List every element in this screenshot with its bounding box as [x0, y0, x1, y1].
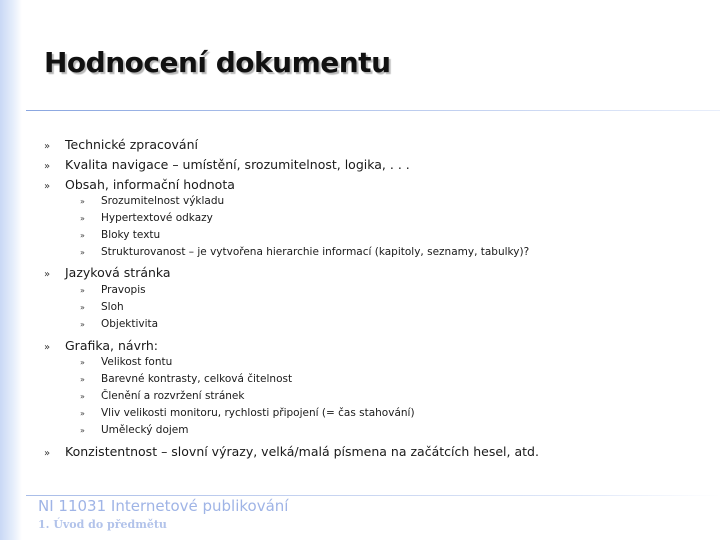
footer-course-title: NI 11031 Internetové publikování: [38, 497, 289, 515]
bullet-marker-icon: »: [44, 181, 51, 192]
sub-bullet-text: Srozumitelnost výkladu: [101, 195, 225, 207]
bullet-marker-icon: »: [80, 231, 85, 240]
bullet-marker-icon: »: [80, 303, 85, 312]
sub-bullet-item: [80, 246, 529, 258]
bullet-item: [44, 177, 235, 192]
bullet-marker-icon: »: [80, 426, 85, 435]
bullet-marker-icon: »: [80, 320, 85, 329]
sub-bullet-item: [80, 318, 158, 330]
sub-bullet-item: [80, 373, 292, 385]
sub-bullet-item: [80, 424, 188, 436]
bullet-text: Jazyková stránka: [65, 265, 171, 280]
bullet-marker-icon: »: [80, 409, 85, 418]
bullet-marker-icon: »: [80, 286, 85, 295]
sub-bullet-text: Hypertextové odkazy: [101, 212, 213, 224]
sub-bullet-item: [80, 301, 124, 313]
sub-bullet-text: Vliv velikosti monitoru, rychlosti připojení (= čas stahování): [101, 407, 415, 419]
bullet-marker-icon: »: [44, 448, 51, 459]
bullet-text: Grafika, návrh:: [65, 338, 159, 353]
sub-bullet-item: [80, 356, 172, 368]
bullet-marker-icon: »: [44, 269, 51, 280]
sub-bullet-text: Barevné kontrasty, celková čitelnost: [101, 373, 293, 385]
bullet-text: Konzistentnost – slovní výrazy, velká/malá písmena na začátcích hesel, atd.: [65, 444, 539, 459]
bullet-marker-icon: »: [80, 392, 85, 401]
sub-bullet-text: Členění a rozvržení stránek: [101, 390, 245, 402]
sub-bullet-text: Pravopis: [101, 284, 146, 296]
bullet-text: Kvalita navigace – umístění, srozumitelnost, logika, . . .: [65, 157, 410, 172]
sub-bullet-item: [80, 390, 244, 402]
sub-bullet-text: Umělecký dojem: [101, 424, 189, 436]
sub-bullet-text: Bloky textu: [101, 229, 161, 241]
sub-bullet-item: [80, 195, 224, 207]
sub-bullet-item: [80, 212, 213, 224]
bullet-text: Obsah, informační hodnota: [65, 177, 235, 192]
bullet-marker-icon: »: [44, 161, 51, 172]
bullet-item: [44, 444, 539, 459]
sub-bullet-item: [80, 229, 160, 241]
bullet-marker-icon: »: [80, 375, 85, 384]
sub-bullet-item: [80, 407, 415, 419]
bullet-marker-icon: »: [80, 214, 85, 223]
sub-bullet-item: [80, 284, 146, 296]
bullet-marker-icon: »: [80, 358, 85, 367]
bullet-item: [44, 265, 171, 280]
footer-divider: [26, 495, 720, 496]
footer-chapter-title: 1. Úvod do předmětu: [38, 518, 167, 531]
bullet-text: Technické zpracování: [65, 137, 198, 152]
bullet-item: [44, 157, 410, 172]
bullet-marker-icon: »: [80, 248, 85, 257]
slide-title: Hodnocení dokumentu: [44, 46, 391, 79]
bullet-item: [44, 137, 198, 152]
bullet-marker-icon: »: [44, 342, 51, 353]
sub-bullet-text: Velikost fontu: [101, 356, 173, 368]
bullet-marker-icon: »: [80, 197, 85, 206]
bullet-marker-icon: »: [44, 141, 51, 152]
sub-bullet-text: Strukturovanost – je vytvořena hierarchie informací (kapitoly, seznamy, tabulky)?: [101, 246, 530, 258]
sub-bullet-text: Sloh: [101, 301, 124, 313]
sub-bullet-text: Objektivita: [101, 318, 159, 330]
bullet-item: [44, 338, 158, 353]
